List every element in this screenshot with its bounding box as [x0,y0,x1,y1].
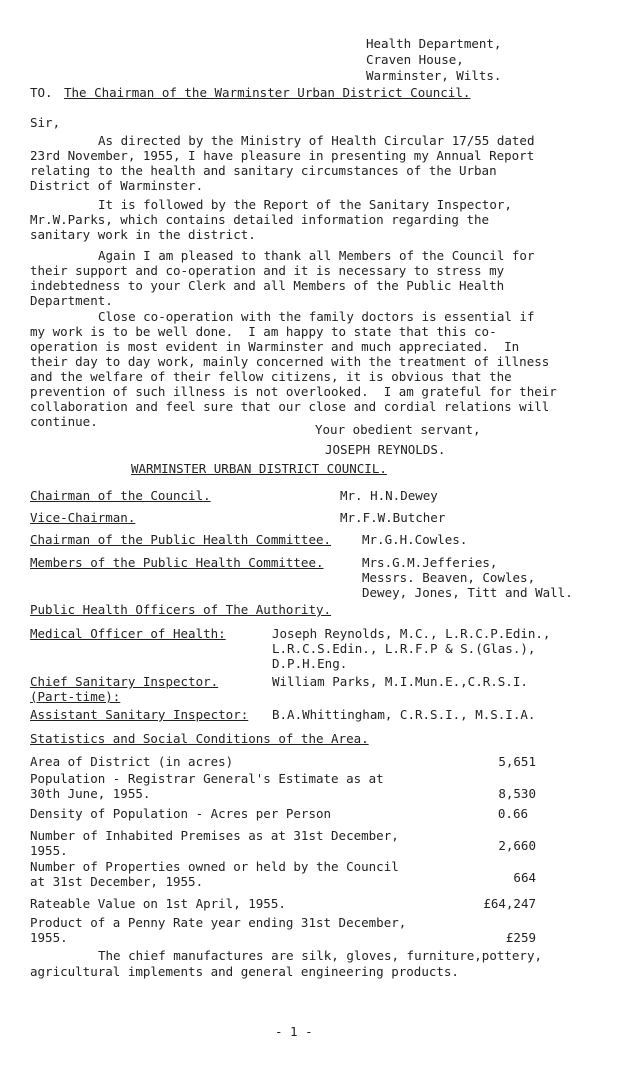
members-value: Messrs. Beaven, Cowles, [362,570,536,585]
address-line-1: Health Department, [366,36,502,51]
phc-chairman-value: Mr.G.H.Cowles. [362,532,468,547]
members-value: Dewey, Jones, Titt and Wall. [362,585,573,600]
para4-line: operation is most evident in Warminster and much appreciated. In [30,339,520,354]
asi-value: B.A.Whittingham, C.R.S.I., M.S.I.A. [272,707,536,722]
asi-label: Assistant Sanitary Inspector: [30,707,249,722]
address-line-3: Warminster, Wilts. [366,68,502,83]
vice-chairman-value: Mr.F.W.Butcher [340,510,446,525]
para4-line: and the welfare of their fellow citizens, it is obvious that the [30,369,512,384]
phc-chairman-label: Chairman of the Public Health Committee. [30,532,332,547]
addressee: The Chairman of the Warminster Urban District Council. [64,85,471,100]
csi-value: William Parks, M.I.Mun.E.,C.R.S.I. [272,674,528,689]
members-value: Mrs.G.M.Jefferies, [362,555,498,570]
salutation: Sir, [30,115,61,130]
chairman-label: Chairman of the Council. [30,488,211,503]
mo-value: Joseph Reynolds, M.C., L.R.C.P.Edin., [272,626,551,641]
stat-value: 8,530 [498,786,536,801]
csi-label: (Part-time): [30,689,121,704]
authority-heading: Public Health Officers of The Authority. [30,602,332,617]
stat-label: 30th June, 1955. [30,786,151,801]
to-prefix: TO. [30,85,53,100]
para1-line: District of Warminster. [30,178,204,193]
stat-label: Number of Inhabited Premises as at 31st December, [30,828,399,843]
signature: JOSEPH REYNOLDS. [325,442,446,457]
para3-line: Department. [30,293,113,308]
manufactures-line: The chief manufactures are silk, gloves, furniture,pottery, [98,948,543,963]
stats-heading: Statistics and Social Conditions of the Area. [30,731,369,746]
para4-line: prevention of such illness is not overlooked. I am grateful for their [30,384,557,399]
para2-line: sanitary work in the district. [30,227,256,242]
para3-line: indebtedness to your Clerk and all Members of the Public Health [30,278,505,293]
para4-line: my work is to be well done. I am happy to state that this co- [30,324,497,339]
para1-line: 23rd November, 1955, I have pleasure in presenting my Annual Report [30,148,535,163]
stat-value: 2,660 [498,838,536,853]
stat-label: Number of Properties owned or held by the Council [30,859,399,874]
members-label: Members of the Public Health Committee. [30,555,324,570]
stat-label: 1955. [30,930,68,945]
mo-value: L.R.C.S.Edin., L.R.F.P & S.(Glas.), [272,641,536,656]
para4-line: Close co-operation with the family doctors is essential if [98,309,535,324]
para2-line: Mr.W.Parks, which contains detailed information regarding the [30,212,490,227]
para3-line: Again I am pleased to thank all Members of the Council for [98,248,535,263]
closing: Your obedient servant, [315,422,481,437]
stat-label: 1955. [30,843,68,858]
para1-line: As directed by the Ministry of Health Circular 17/55 dated [98,133,535,148]
page-number: - 1 - [275,1024,313,1039]
para3-line: their support and co-operation and it is necessary to stress my [30,263,505,278]
stat-label: Area of District (in acres) [30,754,234,769]
stat-value: 0.66 [497,806,528,821]
manufactures-line: agricultural implements and general engineering products. [30,964,459,979]
stat-label: Population - Registrar General's Estimate as at [30,771,384,786]
para4-line: their day to day work, mainly concerned with the treatment of illness [30,354,550,369]
para2-line: It is followed by the Report of the Sanitary Inspector, [98,197,512,212]
stat-label: at 31st December, 1955. [30,874,204,889]
vice-chairman-label: Vice-Chairman. [30,510,136,525]
council-heading: WARMINSTER URBAN DISTRICT COUNCIL. [131,461,387,476]
para1-line: relating to the health and sanitary circumstances of the Urban [30,163,497,178]
chairman-value: Mr. H.N.Dewey [340,488,438,503]
stat-value: £259 [505,930,536,945]
stat-label: Product of a Penny Rate year ending 31st December, [30,915,407,930]
stat-value: 5,651 [498,754,536,769]
stat-value: 664 [513,870,536,885]
address-line-2: Craven House, [366,52,464,67]
csi-label: Chief Sanitary Inspector. [30,674,219,689]
para4-line: collaboration and feel sure that our close and cordial relations will [30,399,550,414]
stat-label: Density of Population - Acres per Person [30,806,332,821]
stat-label: Rateable Value on 1st April, 1955. [30,896,286,911]
mo-value: D.P.H.Eng. [272,656,348,671]
para4-line: continue. [30,414,98,429]
stat-value: £64,247 [483,896,536,911]
mo-label: Medical Officer of Health: [30,626,226,641]
